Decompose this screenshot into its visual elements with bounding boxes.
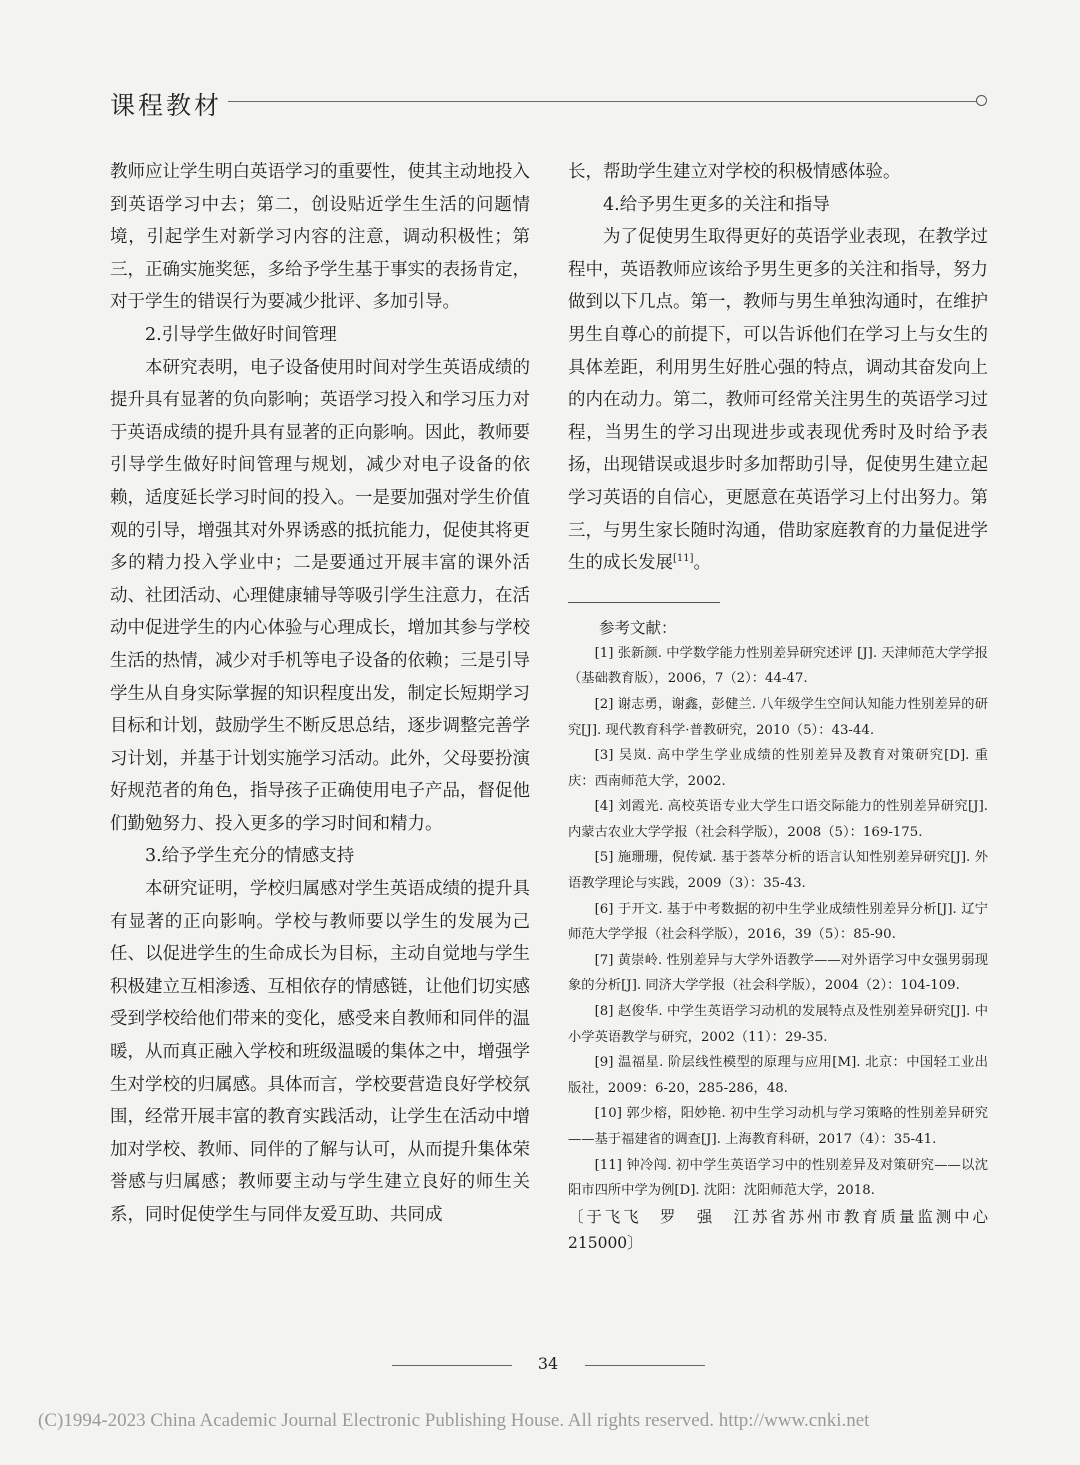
references-list <box>568 641 988 1204</box>
reference-item: [7] 黄崇岭. 性别差异与大学外语教学——对外语学习中女强男弱现象的分析[J]. 同济大学学报（社会科学版），2004（2）：104-109. <box>568 952 988 994</box>
reference-item: [6] 于开文. 基于中考数据的初中生学业成绩性别差异分析[J]. 辽宁师范大学学报（社会科学版），2016，39（5）：85-90. <box>568 901 988 943</box>
subheading-time-management: 2.引导学生做好时间管理 <box>145 324 337 345</box>
page-number: 34 <box>537 1354 559 1373</box>
reference-item: [8] 赵俊华. 中学生英语学习动机的发展特点及性别差异研究[J]. 中小学英语教学与研究，2002（11）：29-35. <box>568 1004 988 1045</box>
reference-item: [9] 温福星. 阶层线性模型的原理与应用[M]. 北京：中国轻工业出版社，2009：6-20，285-286，48. <box>568 1055 988 1096</box>
header-rule <box>228 101 980 102</box>
reference-item: [4] 刘霞光. 高校英语专业大学生口语交际能力的性别差异研究[J]. 内蒙古农业大学学报（社会科学版），2008（5）：169-175. <box>568 799 988 840</box>
reference-item: [11] 钟冷闯. 初中学生英语学习中的性别差异及对策研究——以沈阳市四所中学为例[D]. 沈阳：沈阳师范大学，2018. <box>568 1157 988 1199</box>
header-circle-ornament <box>976 95 987 106</box>
references-title: 参考文献： <box>599 618 677 637</box>
reference-item: [3] 吴岚. 高中学生学业成绩的性别差异及教育对策研究[D]. 重庆：西南师范大学，2002. <box>568 748 988 789</box>
section-title: 课程教材 <box>110 91 223 120</box>
reference-item: [1] 张新颜. 中学数学能力性别差异研究述评 [J]. 天津师范大学学报（基础教育版），2006，7（2）：44-47. <box>568 645 988 687</box>
reference-item: [5] 施珊珊，倪传斌. 基于荟萃分析的语言认知性别差异研究[J]. 外语教学理论与实践，2009（3）：35-43. <box>568 850 988 892</box>
right-column <box>568 156 1004 1256</box>
subheading-boys-attention: 4.给予男生更多的关注和指导 <box>603 194 830 215</box>
references-rule <box>568 602 720 603</box>
left-column <box>110 156 530 1232</box>
paragraph-time-management: 本研究表明，电子设备使用时间对学生英语成绩的提升具有显著的负向影响；英语学习投入和学习压力对于英语成绩的提升具有显著的正向影响。因此，教师要引导学生做好时间管理与规划，减少对电子设备的依赖，适度延长学习时间的投入。一是要加强对学生价值观的引导，增强其对外界诱惑的抵抗能力，促使其将更多的精力投入学业中；二是要通过开展丰富的课外活动、社团活动、心理健康辅导等吸引学生注意力，在活动中促进学生的内心体验与心理成长，增加其参与学校生活的热情，减少对手机等电子设备的依赖；三是引导学生从自身实际掌握的知识程度出发，制定长短期学习目标和计划，鼓励学生不断反思总结，逐步调整完善学习计划，并基于计划实施学习活动。此外，父母要扮演好规范者的角色，指导孩子正确使用电子产品，督促他们勤勉努力、投入更多的学习时间和精力。 <box>110 357 530 834</box>
paragraph-emotional-support: 本研究证明，学校归属感对学生英语成绩的提升具有显著的正向影响。学校与教师要以学生的发展为己任、以促进学生的生命成长为目标，主动自觉地与学生积极建立互相渗透、互相依存的情感链，让他们切实感受到学校给他们带来的变化，感受来自教师和同伴的温暖，从而真正融入学校和班级温暖的集体之中，增强学生对学校的归属感。具体而言，学校要营造良好学校氛围，经常开展丰富的教育实践活动，让学生在活动中增加对学校、教师、同伴的了解与认可，从而提升集体荣誉感与归属感；教师要主动与学生建立良好的师生关系，同时促使学生与同伴友爱互助、共同成 <box>110 879 530 1225</box>
footer-rule-left <box>392 1365 512 1366</box>
page-header <box>110 86 990 120</box>
author-note: 〔于飞飞 罗 强 江苏省苏州市教育质量监测中心 215000〕 <box>568 1207 1004 1252</box>
footer-rule-right <box>585 1365 705 1366</box>
paragraph-continued-right: 长，帮助学生建立对学校的积极情感体验。 <box>568 162 901 182</box>
paragraph-boys-end: 。 <box>693 553 712 574</box>
reference-item: [2] 谢志勇，谢鑫，彭健兰. 八年级学生空间认知能力性别差异的研究[J]. 现代教育科学·普教研究，2010（5）：43-44. <box>568 696 988 738</box>
subheading-emotional-support: 3.给予学生充分的情感支持 <box>145 846 355 867</box>
citation-marker: [11] <box>673 553 694 565</box>
paragraph-boys-attention <box>568 221 988 580</box>
reference-item: [10] 郭少榕，阳妙艳. 初中生学习动机与学习策略的性别差异研究——基于福建省的调查[J]. 上海教育科研，2017（4）：35-41. <box>568 1106 988 1147</box>
copyright-watermark: (C)1994-2023 China Academic Journal Electronic Publishing House. All rights reserved. http://www.cnki.net <box>38 1410 870 1431</box>
paragraph-boys-text: 为了促使男生取得更好的英语学业表现，在教学过程中，英语教师应该给予男生更多的关注和指导，努力做到以下几点。第一，教师与男生单独沟通时，在维护男生自尊心的前提下，可以告诉他们在学习上与女生的具体差距，利用男生好胜心强的特点，调动其奋发向上的内在动力。第二，教师可经常关注男生的英语学习过程，当男生的学习出现进步或表现优秀时及时给予表扬，出现错误或退步时多加帮助引导，促使男生建立起学习英语的自信心，更愿意在英语学习上付出努力。第三，与男生家长随时沟通，借助家庭教育的力量促进学生的成长发展 <box>568 227 988 574</box>
paragraph-continued: 教师应让学生明白英语学习的重要性，使其主动地投入到英语学习中去；第二，创设贴近学生生活的问题情境，引起学生对新学习内容的注意，调动积极性；第三，正确实施奖惩，多给予学生基于事实的表扬肯定，对于学生的错误行为要减少批评、多加引导。 <box>110 162 530 313</box>
